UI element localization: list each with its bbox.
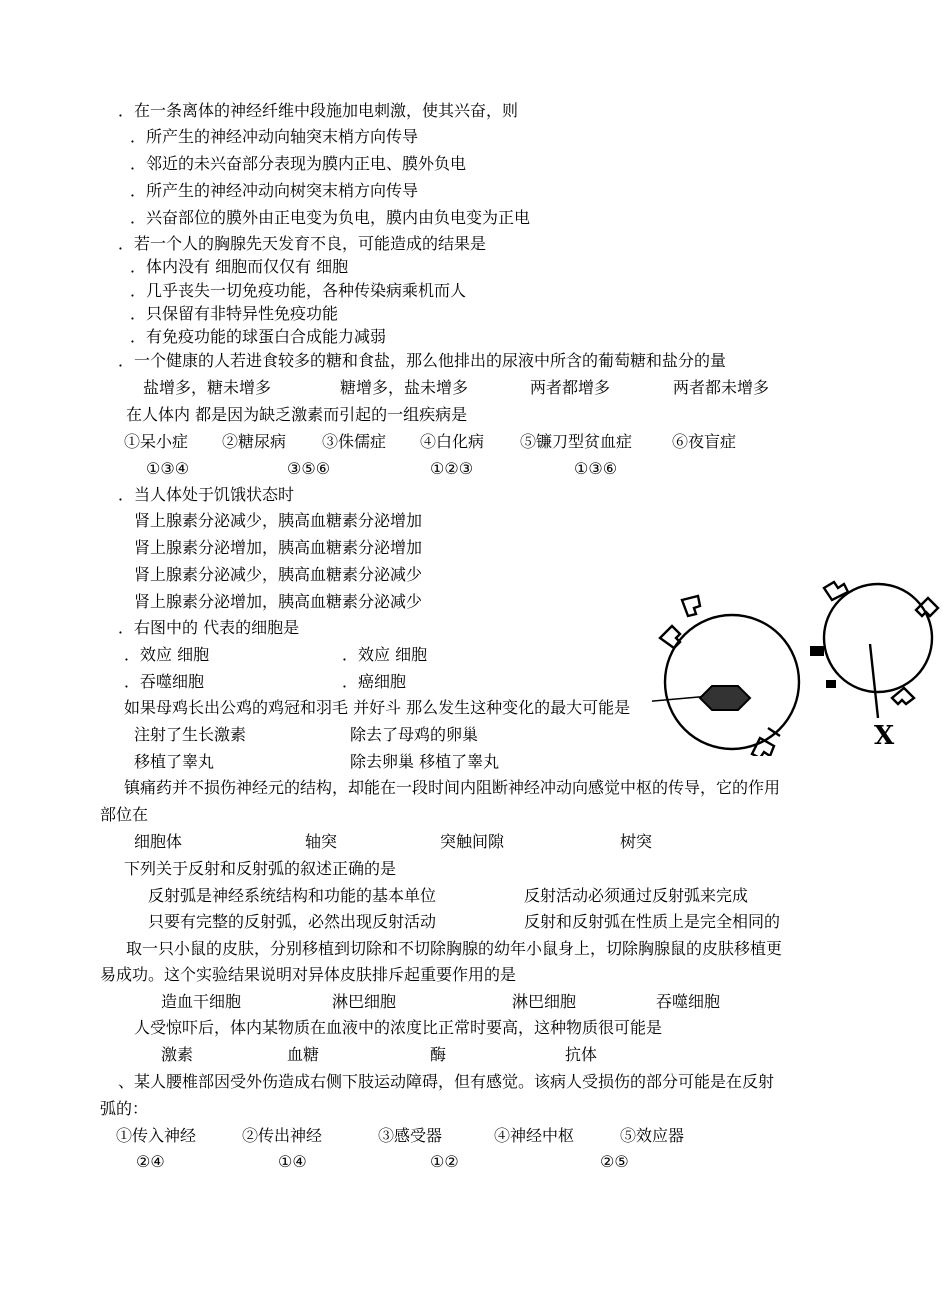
receptor-marker [682,596,700,616]
q12-stem-line1: 、某人腰椎部因受外伤造成右侧下肢运动障碍，但有感觉。该病人受损伤的部分可能是在反射 [118,1072,775,1091]
q4-item-3: ③侏儒症 [322,432,387,451]
q7-option-d: 除去卵巢 移植了睾丸 [350,752,500,771]
q11-option-d: 抗体 [565,1045,598,1064]
receptor-marker [660,626,680,648]
q12-option-d: ②⑤ [600,1152,629,1171]
q7-option-c: 移植了睾丸 [134,752,215,771]
q12-item-3: ③感受器 [378,1126,443,1145]
q8-option-c: 突触间隙 [440,832,505,851]
q8-stem-line2: 部位在 [100,805,149,824]
q3-option-c: 两者都增多 [530,378,611,397]
q4-option-c: ①②③ [430,459,474,478]
q8-stem-line1: 镇痛药并不损伤神经元的结构，却能在一段时间内阻断神经冲动向感觉中枢的传导，它的作用 [124,778,781,797]
q1-stem: ．在一条离体的神经纤维中段施加电刺激，使其兴奋，则 [118,101,519,120]
receptor-marker [916,598,938,616]
q9-option-d: 反射和反射弧在性质上是完全相同的 [524,912,781,931]
q11-option-a: 激素 [161,1045,194,1064]
virus-particle [700,686,750,710]
q9-option-c: 只要有完整的反射弧，必然出现反射活动 [148,912,437,931]
q1-option-b: ．邻近的未兴奋部分表现为膜内正电、膜外负电 [130,154,467,173]
q5-option-a: 肾上腺素分泌减少，胰高血糖素分泌增加 [134,511,423,530]
q2-stem: ．若一个人的胸腺先天发育不良，可能造成的结果是 [118,234,487,253]
q4-item-5: ⑤镰刀型贫血症 [520,432,633,451]
q6-option-a: ．效应 细胞 [124,645,210,664]
q6-stem: ．右图中的 代表的细胞是 [118,618,300,637]
q12-option-c: ①② [430,1152,459,1171]
x-label: X [874,721,895,751]
q8-option-b: 轴突 [305,832,338,851]
q10-stem-line1: 取一只小鼠的皮肤，分别移植到切除和不切除胸腺的幼年小鼠身上，切除胸腺鼠的皮肤移植更 [126,939,783,958]
receptor-marker [824,582,848,600]
q10-option-c: 淋巴细胞 [512,992,577,1011]
q8-option-d: 树突 [620,832,653,851]
q12-item-4: ④神经中枢 [494,1126,575,1145]
q11-option-b: 血糖 [287,1045,320,1064]
q4-item-2: ②糖尿病 [222,432,287,451]
q4-stem: 在人体内 都是因为缺乏激素而引起的一组疾病是 [126,405,468,424]
q3-option-a: 盐增多，糖未增多 [143,378,272,397]
cell-x [824,584,932,692]
q4-option-b: ③⑤⑥ [287,459,331,478]
contact-junction [826,680,836,688]
q4-option-a: ①③④ [146,459,190,478]
target-cell [665,615,799,749]
q4-item-6: ⑥夜盲症 [672,432,737,451]
q4-option-d: ①③⑥ [574,459,618,478]
q11-stem: 人受惊吓后，体内某物质在血液中的浓度比正常时要高，这种物质很可能是 [134,1018,663,1037]
q8-option-a: 细胞体 [134,832,183,851]
q9-option-a: 反射弧是神经系统结构和功能的基本单位 [148,886,437,905]
q4-item-1: ①呆小症 [124,432,189,451]
q7-option-a: 注射了生长激素 [134,725,247,744]
q12-option-b: ①④ [278,1152,307,1171]
q7-option-b: 除去了母鸡的卵巢 [350,725,479,744]
q12-option-a: ②④ [136,1152,165,1171]
q10-stem-line2: 易成功。这个实验结果说明对异体皮肤排斥起重要作用的是 [100,965,517,984]
q6-option-d: ．癌细胞 [342,672,407,691]
q1-option-c: ．所产生的神经冲动向树突末梢方向传导 [130,181,419,200]
contact-junction [810,646,824,656]
q12-item-2: ②传出神经 [242,1126,323,1145]
q2-option-d: ．有免疫功能的球蛋白合成能力减弱 [130,327,387,346]
q1-option-a: ．所产生的神经冲动向轴突末梢方向传导 [130,127,419,146]
q12-item-1: ①传入神经 [116,1126,197,1145]
q5-option-b: 肾上腺素分泌增加，胰高血糖素分泌增加 [134,538,423,557]
q9-stem: 下列关于反射和反射弧的叙述正确的是 [124,859,397,878]
x-pointer-line [870,644,878,718]
q7-stem: 如果母鸡长出公鸡的鸡冠和羽毛 并好斗 那么发生这种变化的最大可能是 [124,698,631,717]
q2-option-b: ．几乎丧失一切免疫功能，各种传染病乘机而人 [130,281,467,300]
q4-item-4: ④白化病 [420,432,485,451]
q1-option-d: ．兴奋部位的膜外由正电变为负电，膜内由负电变为正电 [130,208,531,227]
immune-cell-figure [652,578,948,756]
q6-option-b: ．效应 细胞 [342,645,428,664]
q5-option-d: 肾上腺素分泌增加，胰高血糖素分泌减少 [134,592,423,611]
q5-option-c: 肾上腺素分泌减少，胰高血糖素分泌减少 [134,565,423,584]
q3-stem: ．一个健康的人若进食较多的糖和食盐，那么他排出的尿液中所含的葡萄糖和盐分的量 [118,351,727,370]
q10-option-b: 淋巴细胞 [332,992,397,1011]
receptor-marker [752,738,774,756]
q10-option-a: 造血干细胞 [161,992,242,1011]
q12-stem-line2: 弧的： [100,1099,149,1118]
q5-stem: ．当人体处于饥饿状态时 [118,485,295,504]
q12-item-5: ⑤效应器 [620,1126,685,1145]
q2-option-c: ．只保留有非特异性免疫功能 [130,304,339,323]
q3-option-d: 两者都未增多 [673,378,770,397]
q10-option-d: 吞噬细胞 [656,992,721,1011]
q9-option-b: 反射活动必须通过反射弧来完成 [524,886,749,905]
q3-option-b: 糖增多，盐未增多 [340,378,469,397]
q11-option-c: 酶 [430,1045,447,1064]
q2-option-a: ．体内没有 细胞而仅仅有 细胞 [130,257,349,276]
q6-option-c: ．吞噬细胞 [124,672,205,691]
